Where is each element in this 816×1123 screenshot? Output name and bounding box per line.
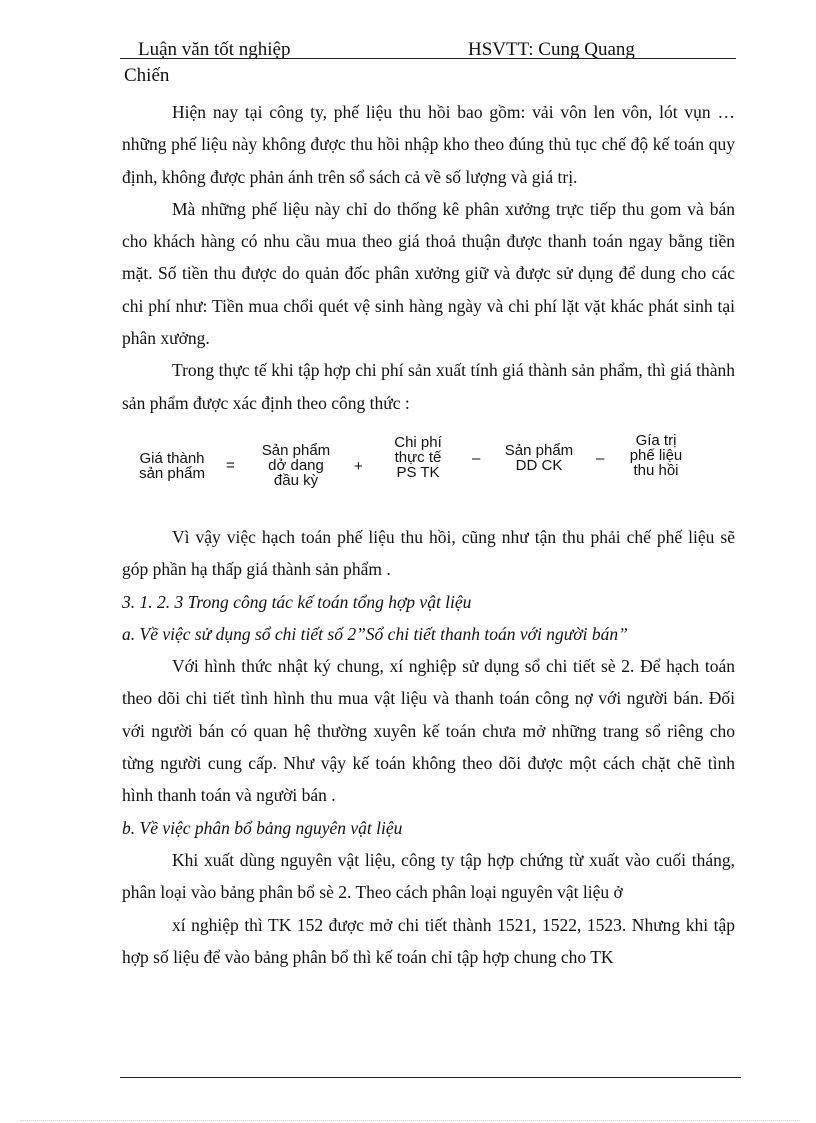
subheading-b: b. Về việc phân bổ bảng nguyên vật liệu: [122, 817, 403, 838]
formula-text: Gía trị: [635, 431, 677, 449]
formula-term-scrap-value: [618, 433, 694, 478]
formula-term-actual-cost: [382, 435, 454, 480]
paragraph-cost-formula-intro: Trong thực tế khi tập hợp chi phí sản xuất tính giá thành sản phẩm, thì giá thành sản phẩm được xác định theo công thức :: [122, 360, 735, 413]
formula-text: Sản phẩm: [504, 441, 574, 459]
paragraph-scrap-sale: Mà những phế liệu này chỉ do thống kê phân xưởng trực tiếp thu gom và bán cho khách hàng có nhu cầu mua theo giá thoả thuận được thanh toán ngay bằng tiền mặt. Số tiền thu được do quản đốc phân xưởng giữ và được sử dụng để dung cho các chi phí như: Tiền mua chổi quét vệ sinh hàng ngày và chi phí lặt vặt khác phát sinh tại phân xưởng.: [122, 198, 735, 349]
footer-rule: [120, 1077, 741, 1078]
formula-minus-1: –: [472, 449, 481, 467]
formula-text: sản phẩm: [139, 464, 205, 482]
formula-term-product-cost: [136, 451, 208, 481]
formula-text: Chi phí: [394, 433, 442, 451]
formula-minus-2: –: [596, 449, 605, 467]
formula-plus: +: [354, 457, 363, 475]
page-edge: [20, 1120, 800, 1121]
header-rule: [120, 58, 736, 59]
formula-text: thu hồi: [633, 461, 679, 479]
header-student-name: HSVTT: Cung Quang: [468, 39, 635, 60]
paragraph-scrap-materials: Hiện nay tại công ty, phế liệu thu hồi bao gồm: vải vôn len vôn, lót vụn …những phế liệu này không được thu hồi nhập kho theo đúng thủ tục chế độ kế toán quy định, không được phản ánh trên sổ sách cả về số lượng và giá trị.: [122, 102, 735, 187]
document-body: [122, 96, 735, 973]
formula-text: đầu kỳ: [273, 471, 319, 489]
paragraph-detail-ledger: Với hình thức nhật ký chung, xí nghiệp sử dụng sổ chi tiết sè 2. Để hạch toán theo dõi chi tiết tình hình thu mua vật liệu và thanh toán công nợ với người bán. Đối với người bán có quan hệ thường xuyên kế toán chưa mở những trang sổ riêng cho từng người cung cấp. Như vậy kế toán không theo dõi được một cách chặt chẽ tình hình thanh toán và người bán .: [122, 656, 735, 806]
formula-text: Giá thành: [139, 449, 205, 467]
subheading-a: a. Về việc sử dụng sổ chi tiết số 2”Sổ chi tiết thanh toán với người bán”: [122, 623, 628, 644]
paragraph-allocation-2: xí nghiệp thì TK 152 được mở chi tiết thành 1521, 1522, 1523. Nhưng khi tập hợp số liệu để vào bảng phân bổ thì kế toán chỉ tập hợp chung cho TK: [122, 914, 735, 967]
cost-formula: [122, 425, 735, 517]
formula-text: thực tế: [394, 448, 442, 466]
formula-term-opening-wip: [252, 443, 340, 488]
formula-term-closing-wip: [496, 443, 582, 473]
section-heading: 3. 1. 2. 3 Trong công tác kế toán tổng hợp vật liệu: [122, 591, 472, 612]
paragraph-allocation-1: Khi xuất dùng nguyên vật liệu, công ty tập hợp chứng từ xuất vào cuối tháng, phân loại vào bảng phân bổ sè 2. Theo cách phân loại nguyên vật liệu ở: [122, 849, 735, 903]
formula-equals: =: [226, 456, 235, 474]
paragraph-scrap-accounting: Vì vậy việc hạch toán phế liệu thu hồi, cũng như tận thu phải chế phế liệu sẽ góp phần hạ thấp giá thành sản phẩm .: [122, 526, 735, 580]
formula-text: Sản phẩm: [261, 441, 331, 459]
formula-text: DD CK: [515, 456, 563, 474]
header-student-name-wrap: Chiến: [124, 65, 170, 86]
formula-text: dở dang: [268, 456, 324, 474]
header-thesis-title: Luận văn tốt nghiệp: [138, 39, 291, 60]
formula-text: phế liệu: [629, 446, 683, 464]
formula-text: PS TK: [396, 463, 440, 481]
